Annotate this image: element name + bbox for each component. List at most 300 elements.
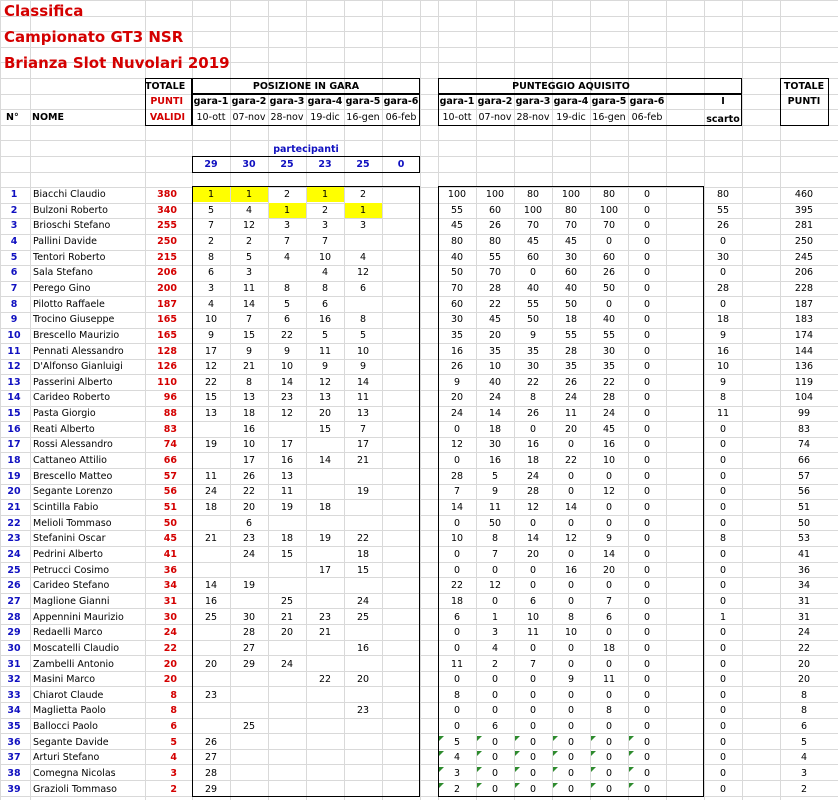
race-points: 0 [567, 643, 575, 654]
race-position: 11 [318, 346, 332, 357]
race-points: 22 [564, 455, 578, 466]
race-position: 6 [207, 267, 215, 278]
total-points: 66 [163, 455, 177, 466]
race-points: 0 [605, 752, 613, 763]
driver-name: Brioschi Stefano [33, 220, 111, 231]
row-number: 30 [7, 643, 21, 654]
final-points: 20 [797, 674, 811, 685]
header-scarto: scarto [706, 114, 740, 125]
race-position: 7 [245, 314, 253, 325]
total-points: 110 [157, 377, 177, 388]
race-position: 22 [280, 330, 294, 341]
race-points: 3 [453, 768, 461, 779]
scarto-value: 0 [719, 643, 727, 654]
race-position: 3 [321, 220, 329, 231]
header-gara: gara-5 [345, 96, 381, 107]
race-points: 0 [643, 236, 651, 247]
race-position: 8 [321, 283, 329, 294]
race-position: 1 [245, 189, 253, 200]
race-points: 14 [564, 502, 578, 513]
header-date: 16-gen [346, 112, 380, 123]
race-points: 60 [564, 267, 578, 278]
race-points: 6 [529, 596, 537, 607]
race-points: 0 [643, 314, 651, 325]
race-points: 0 [643, 721, 651, 732]
final-points: 183 [794, 314, 814, 325]
scarto-value: 0 [719, 486, 727, 497]
total-points: 45 [163, 533, 177, 544]
race-position: 15 [318, 424, 332, 435]
row-number: 31 [7, 659, 21, 670]
total-points: 4 [170, 752, 177, 763]
driver-name: Melioli Tommaso [33, 518, 112, 529]
scarto-value: 0 [719, 299, 727, 310]
row-number: 14 [7, 392, 21, 403]
driver-name: Chiarot Claude [33, 690, 104, 701]
race-points: 8 [529, 392, 537, 403]
header-date: 28-nov [516, 112, 550, 123]
race-points: 12 [450, 439, 464, 450]
race-points: 0 [643, 580, 651, 591]
race-points: 55 [450, 205, 464, 216]
cell-indicator-icon [477, 751, 482, 756]
race-points: 7 [529, 659, 537, 670]
race-points: 30 [564, 252, 578, 263]
header-punti-right: PUNTI [787, 96, 821, 107]
driver-name: Comegna Nicolas [33, 768, 116, 779]
race-position: 10 [204, 314, 218, 325]
race-points: 0 [453, 424, 461, 435]
final-points: 50 [797, 518, 811, 529]
row-number: 4 [10, 236, 18, 247]
race-points: 70 [488, 267, 502, 278]
cell-indicator-icon [439, 783, 444, 788]
scarto-value: 0 [719, 267, 727, 278]
race-position: 10 [280, 361, 294, 372]
header-gara: gara-4 [307, 96, 343, 107]
race-points: 0 [491, 565, 499, 576]
race-points: 0 [491, 737, 499, 748]
race-points: 9 [491, 486, 499, 497]
final-points: 460 [794, 189, 814, 200]
race-position: 25 [242, 721, 256, 732]
header-date: 06-feb [631, 112, 663, 123]
scarto-value: 0 [719, 236, 727, 247]
race-points: 0 [643, 768, 651, 779]
race-points: 100 [523, 205, 543, 216]
race-points: 0 [643, 392, 651, 403]
header-nome: NOME [32, 112, 64, 123]
race-position: 5 [359, 330, 367, 341]
partecipanti-label: partecipanti [273, 144, 339, 155]
race-points: 0 [605, 768, 613, 779]
header-date: 19-dic [556, 112, 586, 123]
race-points: 0 [491, 690, 499, 701]
total-points: 96 [163, 392, 177, 403]
race-position: 17 [242, 455, 256, 466]
total-points: 5 [170, 737, 177, 748]
cell-indicator-icon [591, 751, 596, 756]
race-points: 0 [643, 784, 651, 795]
total-points: 200 [157, 283, 177, 294]
race-position: 14 [318, 455, 332, 466]
total-points: 50 [163, 518, 177, 529]
race-position: 9 [283, 346, 291, 357]
race-points: 0 [643, 252, 651, 263]
row-number: 36 [7, 737, 21, 748]
race-position: 17 [356, 439, 370, 450]
race-position: 16 [280, 455, 294, 466]
race-points: 0 [567, 752, 575, 763]
header-date: 07-nov [478, 112, 512, 123]
header-totale: TOTALE [145, 81, 186, 92]
race-points: 4 [453, 752, 461, 763]
cell-indicator-icon [477, 767, 482, 772]
race-position: 13 [280, 471, 294, 482]
driver-name: Tentori Roberto [33, 252, 106, 263]
final-points: 4 [800, 752, 808, 763]
race-points: 0 [605, 299, 613, 310]
race-points: 24 [526, 471, 540, 482]
race-points: 8 [491, 533, 499, 544]
header-gara: gara-1 [193, 96, 229, 107]
race-points: 60 [488, 205, 502, 216]
race-points: 45 [602, 424, 616, 435]
total-points: 380 [157, 189, 177, 200]
race-position: 12 [242, 220, 256, 231]
race-points: 12 [526, 502, 540, 513]
race-points: 30 [602, 346, 616, 357]
scarto-value: 0 [719, 424, 727, 435]
row-number: 6 [10, 267, 18, 278]
total-points: 165 [157, 330, 177, 341]
partecipanti-count: 30 [242, 159, 256, 170]
race-points: 0 [605, 737, 613, 748]
scarto-value: 0 [719, 705, 727, 716]
driver-name: Pallini Davide [33, 236, 97, 247]
race-points: 12 [602, 486, 616, 497]
race-points: 0 [643, 267, 651, 278]
race-points: 0 [529, 721, 537, 732]
total-points: 22 [163, 643, 177, 654]
race-position: 21 [356, 455, 370, 466]
race-position: 6 [359, 283, 367, 294]
row-number: 35 [7, 721, 21, 732]
race-points: 0 [605, 502, 613, 513]
row-number: 3 [10, 220, 18, 231]
race-points: 9 [605, 533, 613, 544]
row-number: 17 [7, 439, 21, 450]
race-position: 14 [280, 377, 294, 388]
race-points: 40 [602, 314, 616, 325]
row-number: 33 [7, 690, 21, 701]
race-points: 70 [526, 220, 540, 231]
race-points: 0 [567, 439, 575, 450]
driver-name: Scintilla Fabio [33, 502, 99, 513]
race-points: 22 [526, 377, 540, 388]
final-points: 57 [797, 471, 811, 482]
race-points: 0 [491, 705, 499, 716]
race-points: 0 [529, 784, 537, 795]
race-position: 17 [280, 439, 294, 450]
header-gara: gara-5 [591, 96, 627, 107]
race-points: 45 [526, 236, 540, 247]
final-points: 104 [794, 392, 814, 403]
race-points: 0 [605, 518, 613, 529]
race-points: 0 [605, 580, 613, 591]
scarto-value: 9 [719, 377, 727, 388]
scarto-value: 1 [719, 612, 727, 623]
total-points: 8 [170, 690, 177, 701]
race-position: 17 [318, 565, 332, 576]
row-number: 5 [10, 252, 18, 263]
final-points: 174 [794, 330, 814, 341]
race-points: 0 [567, 471, 575, 482]
driver-name: Pennati Alessandro [33, 346, 124, 357]
row-number: 2 [10, 205, 18, 216]
row-number: 39 [7, 784, 21, 795]
scarto-value: 0 [719, 674, 727, 685]
race-points: 24 [564, 392, 578, 403]
race-points: 0 [643, 674, 651, 685]
race-points: 60 [450, 299, 464, 310]
final-points: 83 [797, 424, 811, 435]
header-date: 19-dic [310, 112, 340, 123]
race-position: 10 [356, 346, 370, 357]
race-points: 0 [643, 643, 651, 654]
final-points: 3 [800, 768, 808, 779]
race-points: 100 [485, 189, 505, 200]
race-points: 18 [450, 596, 464, 607]
race-position: 27 [204, 752, 218, 763]
race-points: 0 [453, 549, 461, 560]
partecipanti-count: 23 [318, 159, 332, 170]
race-position: 20 [280, 627, 294, 638]
race-points: 11 [526, 627, 540, 638]
race-points: 0 [643, 705, 651, 716]
race-points: 11 [564, 408, 578, 419]
race-points: 0 [453, 721, 461, 732]
row-number: 10 [7, 330, 21, 341]
header-date: 07-nov [232, 112, 266, 123]
race-position: 24 [204, 486, 218, 497]
race-points: 26 [602, 267, 616, 278]
scarto-value: 0 [719, 627, 727, 638]
race-position: 3 [359, 220, 367, 231]
race-position: 13 [318, 392, 332, 403]
header-gara: gara-4 [553, 96, 589, 107]
race-position: 12 [204, 361, 218, 372]
final-points: 36 [797, 565, 811, 576]
race-points: 35 [488, 346, 502, 357]
driver-name: Maglietta Paolo [33, 705, 106, 716]
total-points: 34 [163, 580, 177, 591]
race-points: 7 [491, 549, 499, 560]
race-points: 0 [529, 737, 537, 748]
race-position: 2 [321, 205, 329, 216]
race-points: 0 [567, 486, 575, 497]
cell-indicator-icon [553, 751, 558, 756]
race-points: 0 [529, 768, 537, 779]
race-points: 0 [567, 784, 575, 795]
total-points: 20 [163, 674, 177, 685]
race-points: 50 [526, 314, 540, 325]
race-points: 50 [564, 299, 578, 310]
scarto-value: 0 [719, 455, 727, 466]
row-number: 21 [7, 502, 21, 513]
row-number: 28 [7, 612, 21, 623]
header-gara: gara-6 [629, 96, 665, 107]
driver-name: Moscatelli Claudio [33, 643, 120, 654]
scarto-value: 8 [719, 533, 727, 544]
race-points: 0 [453, 643, 461, 654]
race-points: 50 [488, 518, 502, 529]
race-points: 0 [605, 627, 613, 638]
race-points: 26 [526, 408, 540, 419]
race-points: 10 [602, 455, 616, 466]
row-number: 22 [7, 518, 21, 529]
race-points: 10 [564, 627, 578, 638]
final-points: 22 [797, 643, 811, 654]
row-number: 23 [7, 533, 21, 544]
race-points: 0 [491, 784, 499, 795]
race-position: 18 [318, 502, 332, 513]
race-points: 16 [602, 439, 616, 450]
header-date: 10-ott [196, 112, 226, 123]
race-position: 16 [318, 314, 332, 325]
driver-name: Bulzoni Roberto [33, 205, 108, 216]
row-number: 15 [7, 408, 21, 419]
race-points: 0 [453, 674, 461, 685]
race-position: 26 [204, 737, 218, 748]
race-points: 0 [643, 486, 651, 497]
row-number: 8 [10, 299, 18, 310]
total-points: 187 [157, 299, 177, 310]
row-number: 16 [7, 424, 21, 435]
race-position: 4 [359, 252, 367, 263]
total-points: 8 [170, 705, 177, 716]
scarto-value: 80 [716, 189, 730, 200]
driver-name: Carideo Stefano [33, 580, 110, 591]
race-points: 0 [491, 596, 499, 607]
race-position: 4 [321, 267, 329, 278]
race-position: 10 [242, 439, 256, 450]
race-position: 11 [204, 471, 218, 482]
race-points: 80 [450, 236, 464, 247]
driver-name: Appennini Maurizio [33, 612, 124, 623]
partecipanti-box [192, 156, 420, 173]
header-box-gare [192, 94, 420, 126]
race-position: 24 [280, 659, 294, 670]
driver-name: Petrucci Cosimo [33, 565, 110, 576]
race-position: 8 [283, 283, 291, 294]
cell-indicator-icon [439, 751, 444, 756]
final-points: 66 [797, 455, 811, 466]
driver-name: Perego Gino [33, 283, 91, 294]
row-number: 27 [7, 596, 21, 607]
race-points: 28 [526, 486, 540, 497]
race-points: 0 [605, 471, 613, 482]
scarto-value: 0 [719, 721, 727, 732]
race-points: 8 [567, 612, 575, 623]
race-points: 20 [526, 549, 540, 560]
driver-name: Sala Stefano [33, 267, 93, 278]
race-points: 0 [567, 705, 575, 716]
row-number: 11 [7, 346, 21, 357]
race-position: 8 [245, 377, 253, 388]
race-points: 18 [564, 314, 578, 325]
scarto-value: 55 [716, 205, 730, 216]
race-position: 2 [207, 236, 215, 247]
race-position: 11 [280, 486, 294, 497]
header-box-totale [145, 78, 192, 126]
final-points: 245 [794, 252, 814, 263]
race-position: 15 [242, 330, 256, 341]
scarto-value: 0 [719, 502, 727, 513]
final-points: 250 [794, 236, 814, 247]
row-number: 13 [7, 377, 21, 388]
race-points: 6 [453, 612, 461, 623]
scarto-value: 0 [719, 659, 727, 670]
cell-indicator-icon [515, 751, 520, 756]
driver-name: Zambelli Antonio [33, 659, 114, 670]
race-points: 0 [453, 518, 461, 529]
race-position: 19 [280, 502, 294, 513]
race-position: 16 [204, 596, 218, 607]
race-points: 1 [491, 612, 499, 623]
total-points: 126 [157, 361, 177, 372]
race-position: 8 [207, 252, 215, 263]
race-points: 18 [602, 643, 616, 654]
total-points: 74 [163, 439, 177, 450]
positions-frame [192, 186, 420, 797]
race-points: 0 [643, 471, 651, 482]
race-points: 26 [564, 377, 578, 388]
race-points: 0 [643, 361, 651, 372]
driver-name: Brescello Maurizio [33, 330, 120, 341]
header-posizione: POSIZIONE IN GARA [252, 81, 360, 92]
race-position: 24 [356, 596, 370, 607]
race-position: 1 [359, 205, 367, 216]
race-points: 0 [643, 659, 651, 670]
race-points: 26 [450, 361, 464, 372]
driver-name: Biacchi Claudio [33, 189, 106, 200]
race-points: 0 [643, 565, 651, 576]
race-points: 5 [453, 737, 461, 748]
total-points: 165 [157, 314, 177, 325]
race-position: 10 [318, 252, 332, 263]
race-position: 5 [207, 205, 215, 216]
race-points: 0 [643, 596, 651, 607]
race-position: 9 [207, 330, 215, 341]
final-points: 99 [797, 408, 811, 419]
header-date: 28-nov [270, 112, 304, 123]
race-points: 14 [450, 502, 464, 513]
final-points: 8 [800, 705, 808, 716]
scarto-value: 0 [719, 518, 727, 529]
race-points: 6 [605, 612, 613, 623]
race-points: 16 [564, 565, 578, 576]
cell-indicator-icon [515, 783, 520, 788]
race-points: 0 [529, 565, 537, 576]
sheet-title: Campionato GT3 NSR [4, 28, 184, 46]
race-points: 4 [491, 643, 499, 654]
race-points: 0 [643, 533, 651, 544]
race-points: 0 [643, 408, 651, 419]
race-position: 20 [242, 502, 256, 513]
race-points: 11 [602, 674, 616, 685]
points-frame [438, 186, 704, 797]
